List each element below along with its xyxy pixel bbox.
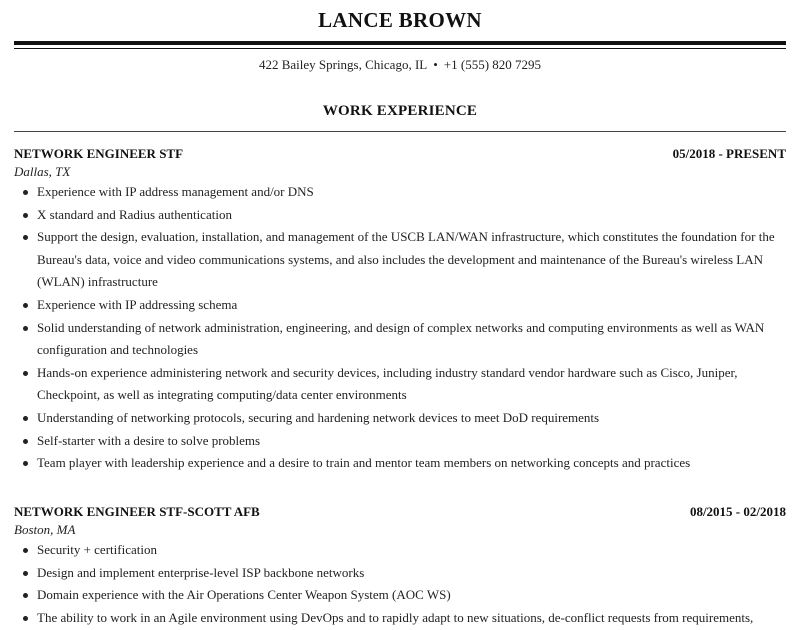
job-dates: 05/2018 - PRESENT <box>672 146 786 161</box>
contact-address: 422 Bailey Springs, Chicago, IL <box>258 57 428 72</box>
job-header <box>14 146 786 163</box>
job-entry <box>14 146 786 475</box>
job-location: Dallas, TX <box>14 164 71 179</box>
bullet-item: Domain experience with the Air Operations Center Weapon System (AOC WS) <box>37 584 786 607</box>
bullet-item: Experience with IP addressing schema <box>37 294 786 317</box>
bullet-item: Support the design, evaluation, installation, and management of the USCB LAN/WAN infrastructure, which constitutes the foundation for the Bureau's data, voice and video communications systems, and also includes the development and maintenance of the Bureau's wireless LAN (WLAN) infrastructure <box>37 226 786 294</box>
header-divider-thin <box>14 48 786 49</box>
section-title-work-experience: WORK EXPERIENCE <box>322 103 478 119</box>
bullet-item: Understanding of networking protocols, securing and hardening network devices to meet DoD requirements <box>37 407 786 430</box>
contact-phone: +1 (555) 820 7295 <box>443 57 542 72</box>
bullet-item: The ability to work in an Agile environment using DevOps and to rapidly adapt to new situations, de-conflict requests from requirements, <box>37 607 786 630</box>
job-title: NETWORK ENGINEER STF <box>14 146 184 161</box>
bullet-item: X standard and Radius authentication <box>37 204 786 227</box>
bullet-item: Design and implement enterprise-level ISP backbone networks <box>37 562 786 585</box>
job-bullets <box>14 539 786 629</box>
header-divider-thick <box>14 41 786 45</box>
bullet-item: Hands-on experience administering network and security devices, including industry standard vendor hardware such as Cisco, Juniper, Checkpoint, as well as integrating computing/data center environments <box>37 362 786 407</box>
section-divider <box>14 131 786 132</box>
job-location: Boston, MA <box>14 522 76 537</box>
bullet-item: Team player with leadership experience and a desire to train and mentor team members on networking concepts and practices <box>37 452 786 475</box>
bullet-item: Experience with IP address management and/or DNS <box>37 181 786 204</box>
job-bullets <box>14 181 786 475</box>
bullet-item: Self-starter with a desire to solve problems <box>37 430 786 453</box>
job-entry <box>14 504 786 629</box>
job-header <box>14 504 786 521</box>
contact-separator: • <box>433 57 438 72</box>
job-dates: 08/2015 - 02/2018 <box>689 504 786 519</box>
contact-line <box>0 57 800 73</box>
bullet-item: Solid understanding of network administration, engineering, and design of complex networks and computing environments as well as WAN configuration and technologies <box>37 317 786 362</box>
candidate-name: LANCE BROWN <box>318 8 482 32</box>
job-title: NETWORK ENGINEER STF-SCOTT AFB <box>14 504 260 519</box>
bullet-item: Security + certification <box>37 539 786 562</box>
